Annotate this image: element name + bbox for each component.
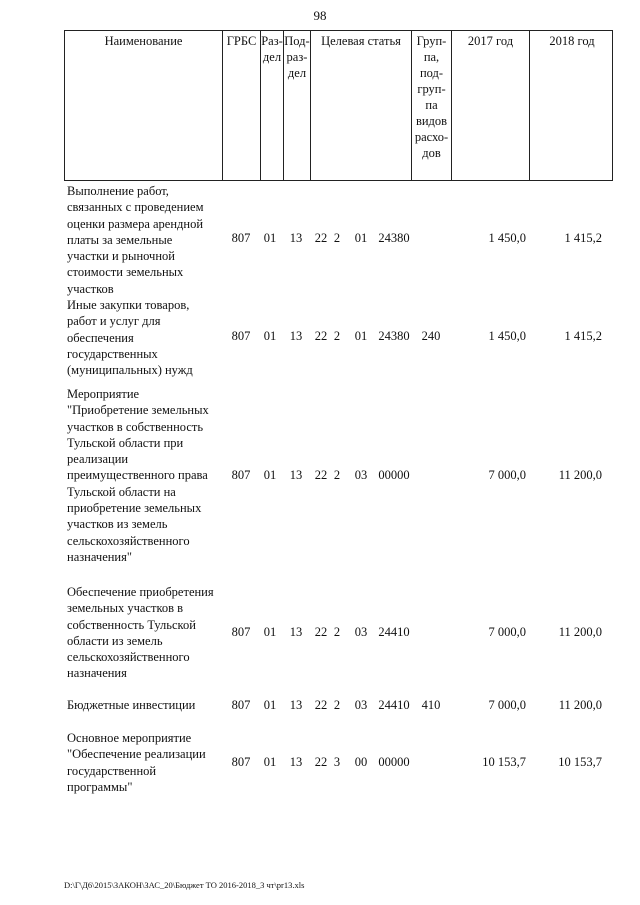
- row-target-2: 2: [333, 329, 341, 343]
- header-2017: 2017 год: [452, 31, 530, 180]
- row-target-2: 2: [333, 698, 341, 712]
- row-target-1: 22: [314, 468, 328, 482]
- row-name: Обеспечение приобретения земельных участков в собственность Тульской области из земель сельскохозяйственного назначения: [67, 585, 214, 681]
- row-2018: 1 415,2: [564, 231, 602, 245]
- row-target-1: 22: [314, 755, 328, 769]
- row-razdel: 01: [263, 329, 277, 343]
- row-razdel: 01: [263, 231, 277, 245]
- row-podrazdel: 13: [289, 329, 303, 343]
- header-2018: 2018 год: [549, 34, 595, 48]
- row-name: Основное мероприятие "Обеспечение реализации государственной программы": [67, 731, 206, 794]
- row-grbs: 807: [231, 698, 251, 712]
- row-podrazdel: 13: [289, 625, 303, 639]
- row-target-2: 2: [333, 231, 341, 245]
- row-target-4: 00000: [378, 468, 410, 482]
- row-2017: 7 000,0: [488, 625, 526, 639]
- header-grbs: ГРБС: [223, 31, 261, 180]
- row-name: Иные закупки товаров, работ и услуг для обеспечения государственных (муниципальных) нужд: [67, 298, 193, 378]
- row-target-4: 24380: [378, 329, 410, 343]
- row-target-4: 24380: [378, 231, 410, 245]
- row-target-2: 3: [333, 755, 341, 769]
- row-target-3: 01: [354, 231, 368, 245]
- row-2017: 1 450,0: [488, 231, 526, 245]
- row-target-4: 24410: [378, 625, 410, 639]
- row-target-3: 03: [354, 468, 368, 482]
- header-podrazdel: Под- раз- дел: [284, 31, 311, 180]
- row-group: 240: [421, 329, 441, 343]
- row-target-3: 03: [354, 698, 368, 712]
- row-podrazdel: 13: [289, 468, 303, 482]
- row-target-2: 2: [333, 625, 341, 639]
- row-name: Бюджетные инвестиции: [67, 698, 196, 712]
- row-target-1: 22: [314, 231, 328, 245]
- row-target-3: 01: [354, 329, 368, 343]
- row-grbs: 807: [231, 231, 251, 245]
- row-grbs: 807: [231, 755, 251, 769]
- row-podrazdel: 13: [289, 698, 303, 712]
- row-2018: 11 200,0: [558, 625, 602, 639]
- row-2017: 7 000,0: [488, 698, 526, 712]
- row-razdel: 01: [263, 698, 277, 712]
- row-target-2: 2: [333, 468, 341, 482]
- row-target-1: 22: [314, 329, 328, 343]
- header-razdel: Раз- дел: [261, 31, 284, 180]
- table-header: [64, 30, 613, 181]
- row-razdel: 01: [263, 625, 277, 639]
- file-path-footer: D:\Г\Д6\2015\ЗАКОН\ЗАС_20\Бюджет ТО 2016-2018_3 чт\pr13.xls: [64, 880, 305, 890]
- row-2018: 11 200,0: [558, 468, 602, 482]
- row-target-1: 22: [314, 698, 328, 712]
- row-target-3: 00: [354, 755, 368, 769]
- row-razdel: 01: [263, 755, 277, 769]
- row-grbs: 807: [231, 468, 251, 482]
- row-podrazdel: 13: [289, 231, 303, 245]
- row-grbs: 807: [231, 625, 251, 639]
- header-target: Целевая статья: [311, 31, 412, 180]
- row-2017: 1 450,0: [488, 329, 526, 343]
- row-target-3: 03: [354, 625, 368, 639]
- row-2017: 10 153,7: [482, 755, 526, 769]
- page-number: 98: [313, 8, 327, 23]
- row-2018: 10 153,7: [558, 755, 602, 769]
- row-podrazdel: 13: [289, 755, 303, 769]
- row-razdel: 01: [263, 468, 277, 482]
- row-2018: 1 415,2: [564, 329, 602, 343]
- row-target-4: 24410: [378, 698, 410, 712]
- header-name: Наименование: [65, 31, 223, 180]
- row-target-4: 00000: [378, 755, 410, 769]
- row-group: 410: [421, 698, 441, 712]
- row-2017: 7 000,0: [488, 468, 526, 482]
- row-target-1: 22: [314, 625, 328, 639]
- row-grbs: 807: [231, 329, 251, 343]
- row-2018: 11 200,0: [558, 698, 602, 712]
- header-group: Груп- па, под- груп- па видов расхо- дов: [412, 31, 452, 180]
- row-name: Выполнение работ, связанных с проведением оценки размера арендной платы за земельные участки и рыночной стоимости земельных участков: [67, 184, 204, 296]
- row-name: Мероприятие "Приобретение земельных участков в собственность Тульской области при реализации преимущественного права Тульской области на приобретение земельных участков из земель сельскохозяйственного назначения": [67, 387, 209, 564]
